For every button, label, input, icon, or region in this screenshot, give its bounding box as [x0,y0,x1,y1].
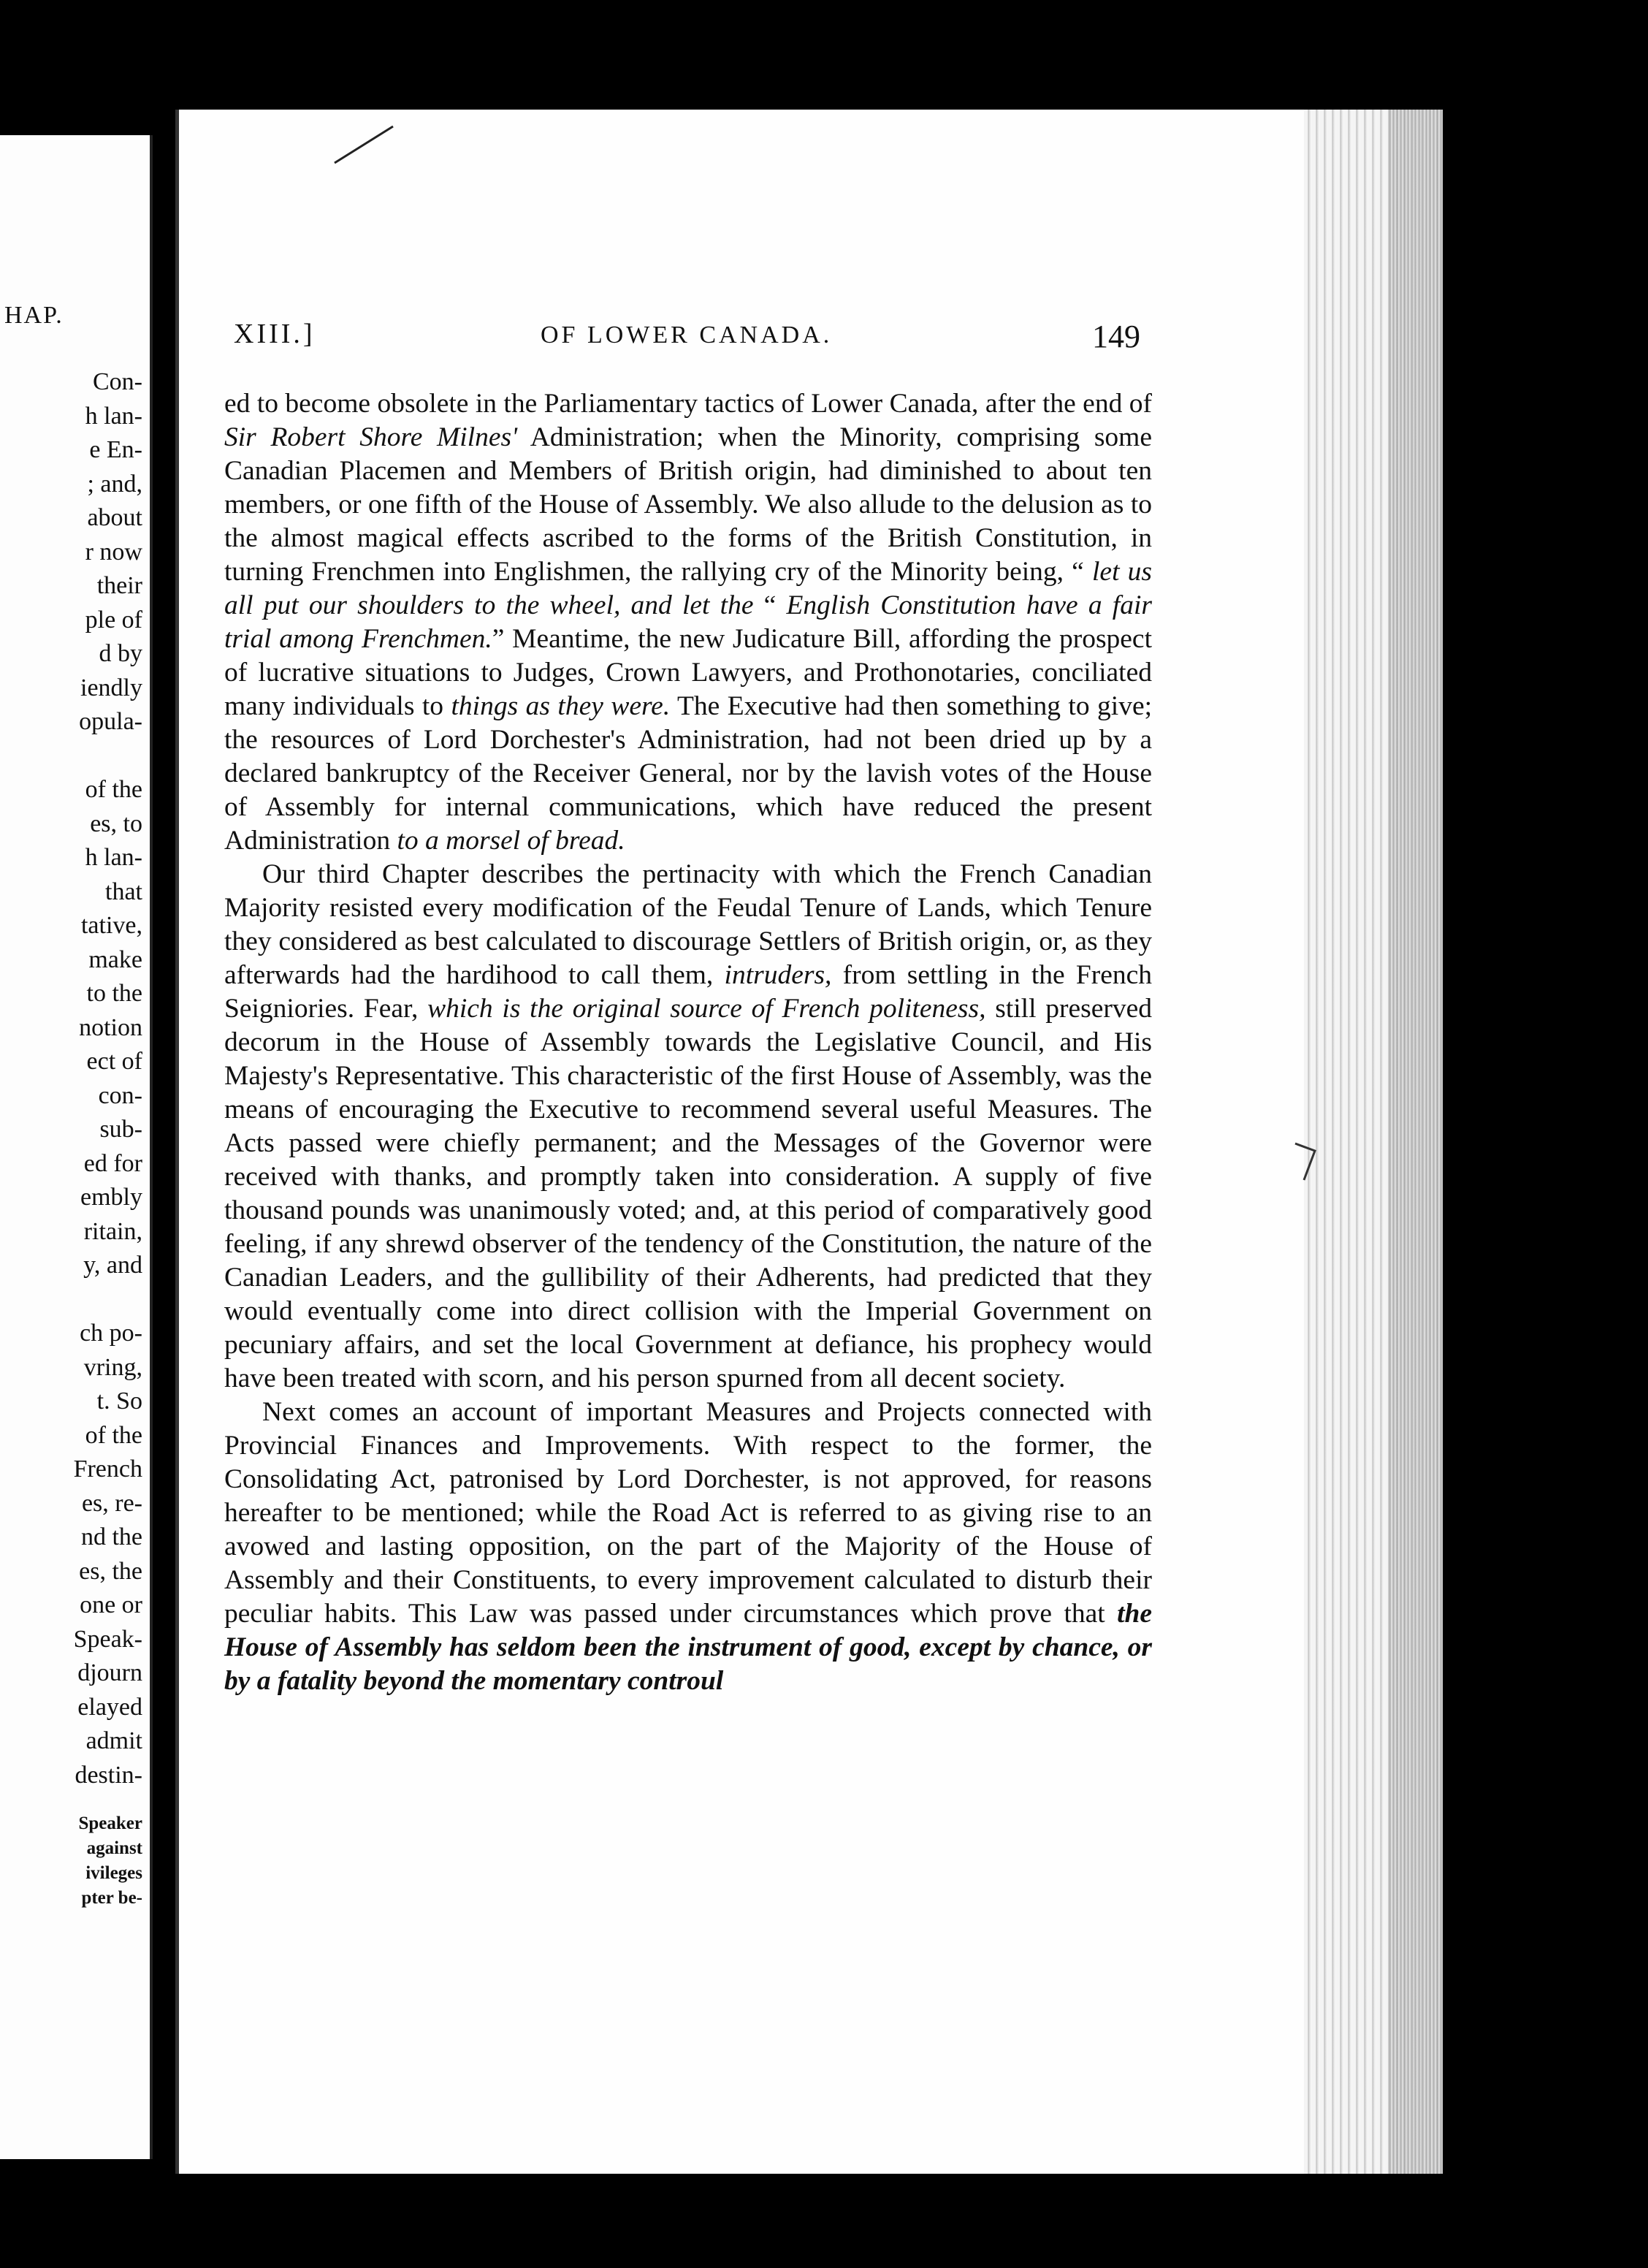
left-page-line: ritain, [83,1217,142,1245]
left-page-line: r now [85,538,142,566]
left-page-line: vring, [83,1353,142,1381]
left-page-line: ; and, [87,470,142,498]
text-run: Next comes an account of important Measures and Projects connected with Provincial Finances and Improvements. With respect to the former, the Consolidating Act, patronised by Lord Dorchester, is not approved, for reasons hereafter to be mentioned; while the Road Act is referred to as giving rise to an avowed and lasting opposition, on the part of the Majority of the House of Assembly and their Constituents, to every improvement calculated to disturb their peculiar habits. This Law was passed under circumstances which prove that [224,1397,1152,1629]
italic-text-run: which is the original source of French politeness, [427,994,986,1024]
left-page-line: to the [86,980,142,1007]
left-page-line: t. So [96,1388,142,1415]
body-paragraph [224,858,1152,1396]
left-page-line: notion [79,1013,142,1041]
left-page-line: French [73,1455,142,1483]
left-page-line: es, to [90,810,142,837]
left-page-line: y, and [83,1252,142,1279]
left-page-line: nd the [80,1523,142,1550]
running-header [179,110,1308,373]
left-page-line: of the [85,1421,142,1449]
italic-text-run: the House of Assembly has seldom been the instrument of good, except by chance, or by a fatality beyond the momentary controul [224,1599,1152,1696]
left-page-line: ect of [86,1048,142,1075]
body-paragraph [224,1396,1152,1698]
left-page-line: e En- [89,436,142,463]
left-page-line: make [88,945,142,973]
left-page-line: destin- [75,1761,142,1789]
left-page-line: es, the [79,1557,142,1585]
left-page-line: iendly [80,674,142,701]
italic-text-run: things as they were. [451,691,671,721]
margin-tick-mark [1289,1140,1326,1184]
text-run: Administration; when the Minority, comprising some Canadian Placemen and Members of British origin, had diminished to about ten members, or one fifth of the House of Assembly. We also allude to the delusion as to the almost magical effects ascribed to the forms of the British Constitution, in turning Frenchmen into Englishmen, the rallying cry of the Minority being, “ [224,422,1152,587]
left-page-line: that [105,878,142,905]
italic-text-run: let us all put our shoulders to the wheel, and let the [224,557,1152,620]
left-page-line: h lan- [85,402,142,430]
text-run: from settling in the French Seigniories. Fear, [224,960,1153,1024]
italic-text-run: intruders, [724,960,832,990]
italic-text-run: Sir Robert Shore Milnes' [224,422,518,452]
left-page-line: con- [98,1081,142,1109]
left-page-line: Speak- [73,1625,142,1653]
italic-text-run: English Constitution have a fair trial among Frenchmen. [224,590,1152,654]
left-page-sidenote: ivileges [85,1863,142,1883]
left-page-line: es, re- [81,1489,142,1517]
left-page-line: about [87,504,142,531]
left-page-line: d by [99,640,142,667]
left-page-line: ed for [83,1149,142,1177]
text-run: Our third Chapter describes the pertinacity with which the French Canadian Majority resisted every modification of the Feudal Tenure of Lands, which Tenure they considered as best calculated to discourage Settlers of British origin, or, as they afterwards had the hardihood to call them, [224,859,1152,990]
left-page-line: embly [80,1184,142,1211]
page-edge-shadow [1388,110,1443,2174]
left-page-line: elayed [77,1693,142,1721]
left-page-line: djourn [77,1659,142,1686]
left-page-line: Con- [93,368,142,395]
text-run: ” Meantime, the new Judicature Bill, affording the prospect of lucrative situations to Judges, Crown Lawyers, and Prothonotaries, conciliated many individuals to [224,624,1152,721]
running-title: OF LOWER CANADA. [541,321,833,349]
left-page-line: tative, [80,912,142,939]
left-page-sidenote: pter be- [81,1888,142,1908]
left-page-sidenote: Speaker [78,1814,142,1833]
left-page-line: sub- [99,1116,142,1143]
left-page-line: ple of [85,606,142,633]
text-run: still preserved decorum in the House of Assembly towards the Legislative Council, and His Majesty's Representative. This characteristic of the first House of Assembly, was the means of encouraging the Executive to recommend several useful Measures. The Acts passed were chiefly permanent; and the Messages of the Governor were received with thanks, and promptly taken into consideration. A supply of five thousand pounds was unanimously voted; and, at this period of comparatively good feeling, if any shrewd observer of the tendency of the Constitution, the nature of the Canadian Leaders, and the gullibility of their Adherents, had predicted that they would eventually come into direct collision with the Imperial Government on pecuniary affairs, and set the local Government at defiance, his prophecy would have been treated with scorn, and his person spurned from all decent society. [224,994,1152,1393]
body-paragraph [224,387,1152,858]
text-run: ed to become obsolete in the Parliamentary tactics of Lower Canada, after the end of [224,389,1152,419]
left-page-sidenote: against [86,1838,142,1858]
italic-text-run: to a morsel of bread. [397,826,625,856]
left-page-fragment [0,135,153,2159]
left-page-line: their [96,572,142,599]
page-number: 149 [1092,319,1140,354]
left-page-line: opula- [79,708,142,735]
left-page-line: admit [85,1727,142,1754]
text-run: “ [753,590,787,620]
text-run: The Executive had then something to give; the resources of Lord Dorchester's Administration, had not been dried up by a declared bankruptcy of the Receiver General, nor by the lavish votes of the House of Assembly for internal communications, which have reduced the present Administration [224,691,1153,856]
left-page-line: of the [85,776,142,803]
left-page-line: one or [80,1591,142,1618]
left-page-line: h lan- [85,844,142,871]
body-text [224,387,1152,1698]
chapter-marker: XIII.] [234,319,316,349]
left-page-header: HAP. [4,302,64,329]
main-page [175,110,1308,2174]
left-page-line: ch po- [80,1320,142,1347]
